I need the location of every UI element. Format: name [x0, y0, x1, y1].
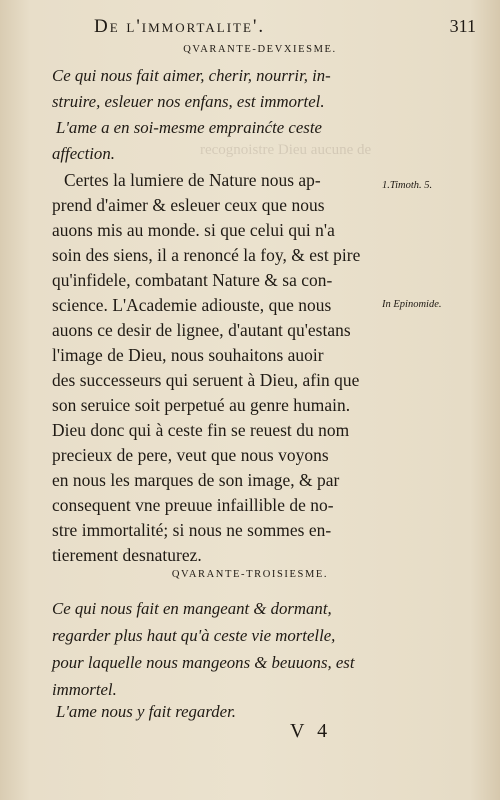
text-line: l'image de Dieu, nous souhaitons auoir	[52, 345, 324, 365]
section-heading: QVARANTE-TROISIESME.	[171, 569, 329, 580]
text-line: affection.	[52, 144, 115, 163]
text-line: precieux de pere, veut que nous voyons	[52, 445, 329, 465]
page-number: 311	[449, 16, 476, 36]
text-line: son seruice soit perpetué au genre humain.	[52, 395, 351, 415]
text-line: Ce qui nous fait aimer, cherir, nourrir, in-	[52, 66, 331, 85]
text-line: auons mis au monde. si que celui qui n'a	[52, 220, 335, 240]
text-line: tierement desnaturez.	[52, 545, 202, 565]
text-line: Dieu donc qui à ceste fin se reuest du nom	[52, 420, 350, 440]
text-line: des successeurs qui seruent à Dieu, afin que	[52, 370, 360, 390]
text-line: L'ame a en soi-mesme emprainćte ceste	[56, 118, 322, 137]
text-line: struire, esleuer nos enfans, est immortel.	[52, 92, 325, 111]
text-line: qu'infidele, combatant Nature & sa con-	[52, 270, 333, 290]
section-heading: QVARANTE-DEVXIESME.	[183, 44, 337, 55]
text-line: en nous les marques de son image, & par	[52, 470, 340, 490]
margin-note: In Epinomide.	[382, 299, 442, 310]
page-header	[62, 10, 482, 40]
text-line: soin des siens, il a renoncé la foy, & est pire	[52, 245, 361, 265]
text-line: consequent vne preuue infaillible de no-	[52, 495, 334, 515]
running-title: De l'immortalite'.	[94, 16, 266, 37]
text-line: immortel.	[52, 680, 117, 699]
text-line: pour laquelle nous mangeons & beuuons, est	[52, 653, 355, 672]
text-line: Ce qui nous fait en mangeant & dormant,	[52, 599, 332, 618]
text-line: regarder plus haut qu'à ceste vie mortelle,	[52, 626, 336, 645]
text-line: prend d'aimer & esleuer ceux que nous	[52, 195, 325, 215]
text-line: L'ame nous y fait regarder.	[56, 702, 236, 721]
text-line: auons ce desir de lignee, d'autant qu'estans	[52, 320, 351, 340]
text-line: science. L'Academie adiouste, que nous	[52, 295, 332, 315]
text-line: Certes la lumiere de Nature nous ap-	[64, 170, 321, 190]
text-line: stre immortalité; si nous ne sommes en-	[52, 520, 332, 540]
margin-note: 1.Timoth. 5.	[382, 180, 433, 191]
signature-mark: V 4	[290, 720, 332, 742]
bleed-through-text: recognoistre Dieu aucune de	[200, 142, 372, 158]
